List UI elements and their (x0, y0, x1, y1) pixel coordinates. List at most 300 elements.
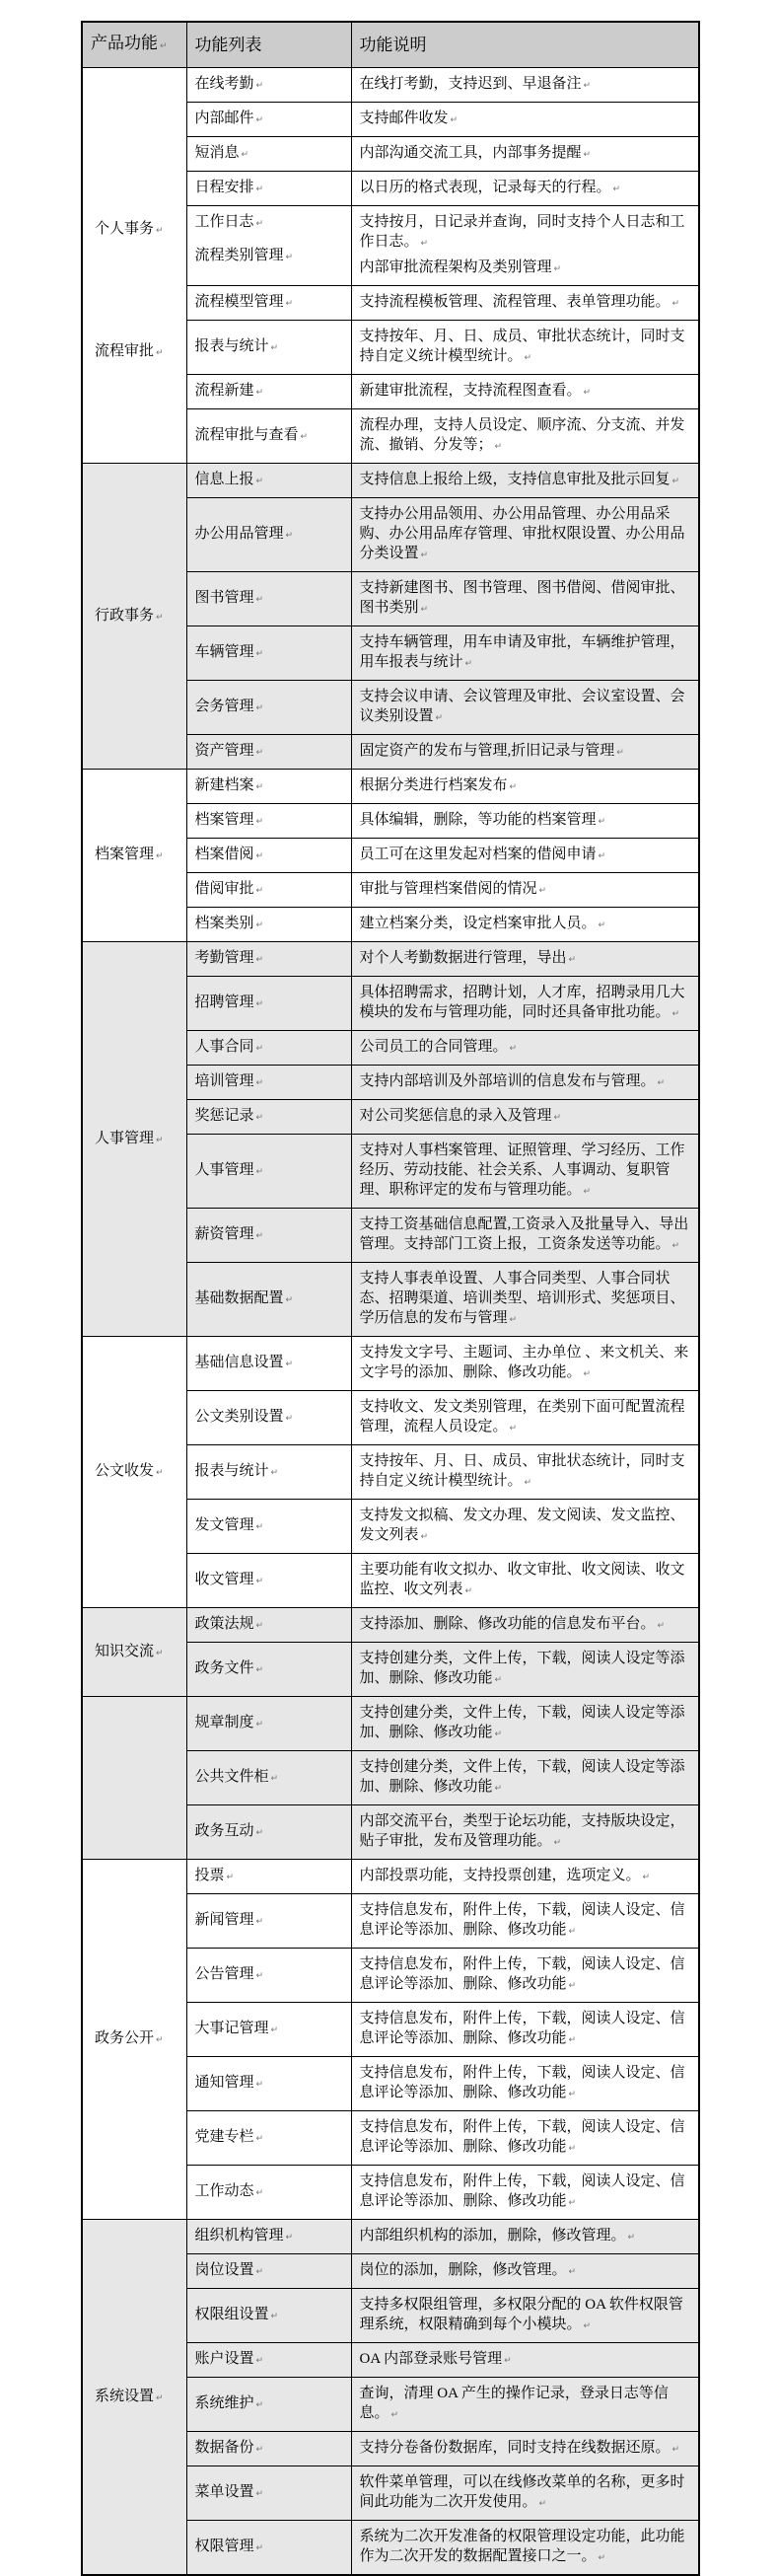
paragraph-mark-icon: ↵ (156, 851, 164, 861)
cell-text-value: 人事合同 (194, 1039, 254, 1055)
paragraph-mark-icon: ↵ (255, 1971, 264, 1981)
feature-cell (186, 286, 351, 321)
cell-text-value: 在线考勤 (194, 76, 254, 92)
paragraph-mark-icon: ↵ (435, 713, 444, 723)
description-cell (351, 409, 699, 464)
paragraph-mark-icon: ↵ (538, 886, 547, 896)
description-cell (351, 1697, 699, 1751)
cell-text-value: 规章制度 (194, 1715, 254, 1730)
category-cell (82, 68, 186, 464)
feature-label (195, 1910, 343, 1932)
description-text (360, 948, 691, 970)
cell-text-value: 内部投票功能，支持投票创建，选项定义。 (359, 1868, 641, 1883)
cell-text-value: 工作日志 (194, 214, 254, 230)
feature-cell (186, 804, 351, 839)
cell-text-value: 报表与统计 (194, 1463, 269, 1479)
description-text (360, 1757, 691, 1799)
cell-text-value: 招聘管理 (194, 994, 254, 1010)
description-cell (351, 103, 699, 137)
paragraph-mark-icon: ↵ (568, 2144, 577, 2154)
cell-text-value: 以日历的格式表现，记录每天的行程。 (359, 180, 611, 195)
cell-text-value: 岗位设置 (194, 2262, 254, 2278)
paragraph-mark-icon: ↵ (583, 81, 592, 91)
paragraph-mark-icon: ↵ (255, 2543, 264, 2553)
feature-cell (186, 2466, 351, 2521)
description-cell (351, 1100, 699, 1135)
feature-cell (186, 1263, 351, 1337)
cell-text-value: 内部组织机构的添加，删除，修改管理。 (359, 2228, 626, 2244)
paragraph-mark-icon: ↵ (509, 1315, 518, 1325)
paragraph-mark-icon: ↵ (255, 1113, 264, 1123)
cell-text-value: 系统为二次开发准备的权限管理设定功能，此功能作为二次开发的数据配置接口之一。 (359, 2529, 685, 2564)
feature-cell (186, 1209, 351, 1263)
cell-text-value: 办公用品管理 (194, 526, 284, 542)
description-text (360, 775, 691, 797)
description-cell (351, 137, 699, 172)
paragraph-mark-icon: ↵ (568, 2267, 577, 2277)
cell-text-value: 会务管理 (194, 699, 254, 714)
feature-cell (186, 2111, 351, 2166)
feature-cell (186, 2521, 351, 2576)
description-cell (351, 2111, 699, 2166)
paragraph-mark-icon: ↵ (420, 239, 429, 249)
feature-cell (186, 942, 351, 977)
description-cell (351, 735, 699, 770)
cell-text-value: 内部交流平台，类型于论坛功能，支持版块设定，贴子审批，发布及管理功能。 (359, 1813, 685, 1849)
cell-text-value: 支持工资基础信息配置,工资录入及批量导入、导出管理。支持部门工资上报，工资条发送等功能。 (359, 1216, 689, 1252)
feature-cell (186, 68, 351, 103)
cell-text-value: 内部审批流程架构及类别管理 (359, 259, 552, 275)
cell-text-value: 短消息 (194, 145, 240, 161)
description-cell (351, 375, 699, 409)
feature-label (195, 2349, 343, 2371)
feature-cell (186, 1554, 351, 1608)
cell-text-value: 支持信息发布，附件上传，下载，阅读人设定、信息评论等添加、删除、修改功能 (359, 1902, 685, 1938)
feature-cell (186, 873, 351, 908)
cell-text-value: 支持流程模板管理、流程管理、表单管理功能。 (359, 294, 671, 310)
paragraph-mark-icon: ↵ (671, 1009, 680, 1019)
feature-label (195, 697, 343, 718)
feature-label (195, 1614, 343, 1636)
feature-label (195, 470, 343, 491)
paragraph-mark-icon: ↵ (285, 1414, 294, 1424)
cell-text-value: 考勤管理 (194, 950, 254, 966)
description-text (360, 810, 691, 832)
description-cell (351, 286, 699, 321)
paragraph-mark-icon: ↵ (285, 2233, 294, 2243)
table-row (82, 1608, 699, 1643)
paragraph-mark-icon: ↵ (255, 782, 264, 792)
description-text (360, 1614, 691, 1636)
table-row (82, 68, 699, 103)
description-cell (351, 1500, 699, 1554)
cell-text-value: 支持信息发布，附件上传，下载，阅读人设定、信息评论等添加、删除、修改功能 (359, 2065, 685, 2100)
feature-cell (186, 1949, 351, 2003)
feature-cell (186, 321, 351, 375)
cell-text-value: 支持信息上报给上级，支持信息审批及批示回复 (359, 472, 671, 487)
category-label (95, 2387, 178, 2408)
cell-text-value: 具体编辑，删除，等功能的档案管理 (359, 812, 597, 828)
paragraph-mark-icon: ↵ (657, 1078, 666, 1088)
cell-text-value: 新建档案 (194, 777, 254, 793)
description-cell (351, 1608, 699, 1643)
feature-label (195, 1106, 343, 1128)
description-text (360, 2226, 691, 2247)
cell-text-value: 新建审批流程，支持流程图查看。 (359, 383, 582, 399)
paragraph-mark-icon: ↵ (598, 851, 606, 861)
paragraph-mark-icon: ↵ (255, 388, 264, 398)
paragraph-mark-icon: ↵ (255, 1577, 264, 1586)
category-cell (82, 2220, 186, 2576)
feature-label (195, 741, 343, 763)
description-cell (351, 2254, 699, 2289)
paragraph-mark-icon: ↵ (255, 1621, 264, 1631)
feature-label (195, 74, 343, 96)
feature-cell (186, 1643, 351, 1697)
paragraph-mark-icon: ↵ (270, 1468, 279, 1478)
cell-text-value: 政务文件 (194, 1660, 254, 1676)
feature-cell (186, 770, 351, 804)
cell-text-value: 新闻管理 (194, 1912, 254, 1928)
description-text (360, 1214, 691, 1256)
category-cell (82, 464, 186, 770)
paragraph-mark-icon: ↵ (156, 1135, 164, 1145)
description-text (360, 632, 691, 674)
feature-cell (186, 2254, 351, 2289)
cell-text-value: 支持对人事档案管理、证照管理、学习经历、工作经历、劳动技能、社会关系、人事调动、复职管理、职称评定的发布与管理功能。 (359, 1142, 685, 1198)
cell-text-value: 支持收文、发文类别管理，在类别下面可配置流程管理，流程人员设定。 (359, 1399, 685, 1435)
feature-cell (186, 137, 351, 172)
feature-cell (186, 1697, 351, 1751)
cell-text-value: 支持人事表单设置、人事合同类型、人事合同状态、招聘渠道、培训类型、培训形式、奖惩项目、学历信息的发布与管理 (359, 1271, 685, 1326)
paragraph-mark-icon: ↵ (285, 253, 294, 262)
cell-text-value: OA 内部登录账号管理 (359, 2351, 503, 2367)
feature-label (195, 524, 343, 546)
cell-text-value: 支持按月，日记录并查询，同时支持个人日志和工作日志。 (359, 214, 685, 250)
cell-text-value: 党建专栏 (194, 2129, 254, 2145)
paragraph-mark-icon: ↵ (598, 920, 606, 930)
paragraph-mark-icon: ↵ (504, 2356, 512, 2366)
description-text (360, 1141, 691, 1202)
feature-label (195, 1570, 343, 1591)
cell-text-value: 档案类别 (194, 916, 254, 931)
cell-text-value: 报表与统计 (194, 338, 269, 354)
feature-cell (186, 498, 351, 572)
description-cell (351, 2003, 699, 2057)
cell-text-value: 查询，清理 OA 产生的操作记录，登录日志等信息。 (359, 2386, 669, 2421)
cell-text-value: 流程类别管理 (194, 248, 284, 263)
description-text (360, 1866, 691, 1887)
feature-label (195, 2181, 343, 2203)
paragraph-mark-icon: ↵ (553, 1113, 562, 1123)
paragraph-mark-icon: ↵ (285, 299, 294, 309)
cell-text-value: 薪资管理 (194, 1226, 254, 1242)
paragraph-mark-icon: ↵ (156, 612, 164, 623)
paragraph-mark-icon: ↵ (241, 150, 249, 160)
cell-text-value: 主要功能有收文拟办、收文审批、收文阅读、收文监控、收文列表 (359, 1562, 685, 1597)
category-cell (82, 1697, 186, 1860)
paragraph-mark-icon: ↵ (270, 343, 279, 353)
table-row (82, 1337, 699, 1391)
table-row (82, 2220, 699, 2254)
description-cell (351, 2432, 699, 2466)
paragraph-mark-icon: ↵ (255, 184, 264, 194)
description-cell (351, 681, 699, 735)
feature-cell (186, 839, 351, 873)
feature-label (195, 2438, 343, 2460)
feature-label (195, 212, 343, 234)
cell-text-value: 支持办公用品领用、办公用品管理、办公用品采购、办公用品库存管理、审批权限设置、办公用品分类设置 (359, 506, 685, 561)
description-text (360, 143, 691, 165)
description-cell (351, 839, 699, 873)
paragraph-mark-icon: ↵ (255, 2080, 264, 2090)
paragraph-mark-icon: ↵ (255, 477, 264, 486)
cell-text-value: 支持信息发布，附件上传，下载，阅读人设定、信息评论等添加、删除、修改功能 (359, 2011, 685, 2046)
description-text (360, 1649, 691, 1690)
paragraph-mark-icon: ↵ (450, 115, 459, 125)
description-cell (351, 1860, 699, 1894)
paragraph-mark-icon: ↵ (255, 1231, 264, 1241)
paragraph-mark-icon: ↵ (270, 1774, 279, 1784)
cell-text-value: 固定资产的发布与管理,折旧记录与管理 (359, 743, 615, 759)
cell-text-value: 工作动态 (194, 2183, 254, 2199)
description-cell (351, 770, 699, 804)
feature-label (195, 845, 343, 866)
description-cell (351, 2378, 699, 2432)
feature-label (195, 588, 343, 610)
cell-text-value: 员工可在这里发起对档案的借阅申请 (359, 846, 597, 862)
feature-label (195, 2393, 343, 2415)
paragraph-mark-icon: ↵ (255, 1044, 264, 1054)
cell-text-value: 公共文件柜 (194, 1769, 269, 1785)
feature-cell (186, 1860, 351, 1894)
description-cell (351, 1135, 699, 1209)
cell-text-value: 日程安排 (194, 180, 254, 195)
feature-cell (186, 1135, 351, 1209)
paragraph-mark-icon: ↵ (255, 2400, 264, 2410)
cell-text-value: 档案借阅 (194, 846, 254, 862)
category-label: 流程审批 ↵ (95, 343, 164, 359)
paragraph-mark-icon: ↵ (156, 2035, 164, 2045)
paragraph-mark-icon: ↵ (156, 226, 164, 236)
cell-text-value: 支持信息发布，附件上传，下载，阅读人设定、信息评论等添加、删除、修改功能 (359, 2119, 685, 2155)
cell-text-value: 流程新建 (194, 383, 254, 399)
description-cell (351, 2289, 699, 2343)
feature-cell (186, 1500, 351, 1554)
paragraph-mark-icon: ↵ (300, 432, 309, 442)
paragraph-mark-icon: ↵ (568, 2198, 577, 2208)
feature-label (195, 1288, 343, 1310)
cell-text-value: 流程模型管理 (194, 294, 284, 310)
feature-cell (186, 464, 351, 498)
feature-cell (186, 1337, 351, 1391)
cell-text-value: 借阅审批 (194, 881, 254, 897)
description-text (360, 2171, 691, 2213)
feature-cell (186, 2003, 351, 2057)
cell-text-value: 支持创建分类，文件上传，下载，阅读人设定等添加、删除、修改功能 (359, 1759, 685, 1795)
paragraph-mark-icon: ↵ (390, 2410, 399, 2420)
feature-label (195, 879, 343, 901)
description-cell (351, 1643, 699, 1697)
description-cell (351, 1894, 699, 1949)
paragraph-mark-icon: ↵ (255, 1828, 264, 1838)
cell-text-value: 支持邮件收发 (359, 110, 449, 126)
cell-text-value: 支持按年、月、日、成员、审批状态统计，同时支持自定义统计模型统计。 (359, 1453, 685, 1489)
feature-label (195, 1407, 343, 1429)
description-text (360, 1703, 691, 1744)
description-cell (351, 977, 699, 1031)
paragraph-mark-icon: ↵ (494, 1784, 503, 1794)
paragraph-mark-icon: ↵ (583, 150, 592, 160)
description-cell (351, 206, 699, 286)
paragraph-mark-icon: ↵ (255, 851, 264, 861)
feature-cell (186, 735, 351, 770)
cell-text-value: 权限管理 (194, 2539, 254, 2554)
description-cell (351, 1949, 699, 2003)
paragraph-mark-icon: ↵ (255, 2445, 264, 2455)
paragraph-mark-icon: ↵ (156, 348, 164, 358)
feature-cell (186, 206, 351, 286)
feature-label (195, 2260, 343, 2282)
header-cell (351, 22, 699, 68)
header-label: 功能说明 (359, 35, 427, 54)
paragraph-mark-icon: ↵ (671, 299, 680, 309)
description-text (360, 983, 691, 1024)
cell-text-value: 信息上报 (194, 472, 254, 487)
paragraph-mark-icon: ↵ (255, 1917, 264, 1927)
cell-text-value: 收文管理 (194, 1572, 254, 1587)
paragraph-mark-icon: ↵ (270, 2312, 279, 2321)
description-text (360, 504, 691, 565)
paragraph-mark-icon: ↵ (464, 1586, 473, 1596)
paragraph-mark-icon: ↵ (598, 2553, 606, 2563)
feature-label (195, 1658, 343, 1680)
description-text (360, 74, 691, 96)
paragraph-mark-icon: ↵ (255, 1078, 264, 1088)
feature-cell (186, 1608, 351, 1643)
paragraph-mark-icon: ↵ (509, 782, 518, 792)
description-text (360, 1954, 691, 1996)
cell-text-value: 政务互动 (194, 1823, 254, 1839)
feature-label (195, 1964, 343, 1986)
category-cell (82, 942, 186, 1337)
cell-text-value: 支持会议申请、会议管理及审批、会议室设置、会议类别设置 (359, 689, 685, 724)
cell-text-value: 账户设置 (194, 2351, 254, 2367)
description-text (360, 2117, 691, 2159)
feature-label (195, 1037, 343, 1059)
paragraph-mark-icon: ↵ (420, 551, 429, 560)
paragraph-mark-icon: ↵ (255, 1665, 264, 1675)
feature-label (195, 246, 343, 267)
description-cell (351, 498, 699, 572)
feature-label (195, 1160, 343, 1182)
features-table (81, 21, 700, 2576)
cell-text-value: 支持多权限组管理，多权限分配的 OA 软件权限管理系统，权限精确到每个小模块。 (359, 2297, 683, 2332)
paragraph-mark-icon: ↵ (255, 817, 264, 827)
category-cell (82, 1337, 186, 1608)
description-text (360, 1343, 691, 1384)
paragraph-mark-icon: ↵ (568, 955, 577, 965)
cell-text-value: 支持信息发布，附件上传，下载，阅读人设定、信息评论等添加、删除、修改功能 (359, 1956, 685, 1992)
header-row (82, 22, 699, 68)
description-cell (351, 1066, 699, 1100)
feature-cell (186, 626, 351, 681)
description-cell (351, 1209, 699, 1263)
description-text (360, 2438, 691, 2460)
paragraph-mark-icon: ↵ (420, 605, 429, 615)
paragraph-mark-icon: ↵ (509, 1044, 518, 1054)
description-text (360, 2009, 691, 2050)
paragraph-mark-icon: ↵ (255, 999, 264, 1009)
feature-label (195, 2073, 343, 2095)
description-text (360, 2472, 691, 2514)
paragraph-mark-icon: ↵ (598, 817, 606, 827)
paragraph-mark-icon: ↵ (657, 1621, 666, 1631)
description-text (360, 1506, 691, 1547)
description-text (360, 109, 691, 130)
paragraph-mark-icon: ↵ (160, 41, 168, 51)
paragraph-mark-icon: ↵ (255, 886, 264, 896)
cell-text-value: 流程审批与查看 (194, 427, 299, 443)
description-cell (351, 2521, 699, 2576)
cell-text-value: 岗位的添加，删除，修改管理。 (359, 2262, 567, 2278)
cell-text-value: 基础信息设置 (194, 1355, 284, 1370)
feature-label (195, 143, 343, 165)
paragraph-mark-icon: ↵ (255, 2267, 264, 2277)
cell-text-value: 培训管理 (194, 1073, 254, 1089)
feature-cell (186, 977, 351, 1031)
description-cell (351, 1031, 699, 1066)
cell-text-value: 图书管理 (194, 590, 254, 606)
feature-label (195, 642, 343, 664)
paragraph-mark-icon: ↵ (255, 2188, 264, 2198)
cell-text-value: 大事记管理 (194, 2021, 269, 2036)
description-text (360, 327, 691, 368)
feature-cell (186, 103, 351, 137)
feature-cell (186, 1445, 351, 1500)
feature-label (195, 2537, 343, 2558)
paragraph-mark-icon: ↵ (642, 1873, 651, 1882)
description-cell (351, 1263, 699, 1337)
cell-text-value: 车辆管理 (194, 644, 254, 660)
cell-text-value: 支持添加、删除、修改功能的信息发布平台。 (359, 1616, 656, 1632)
paragraph-mark-icon: ↵ (156, 2392, 164, 2403)
description-cell (351, 1337, 699, 1391)
description-text (360, 292, 691, 314)
description-text (360, 1037, 691, 1059)
cell-text-value: 数据备份 (194, 2440, 254, 2456)
description-text (360, 1811, 691, 1853)
paragraph-mark-icon: ↵ (255, 2356, 264, 2366)
cell-text-value: 支持发文拟稿、发文办理、发文阅读、发文监控、发文列表 (359, 1508, 685, 1543)
cell-text-value: 支持信息发布，附件上传，下载，阅读人设定、信息评论等添加、删除、修改功能 (359, 2173, 685, 2209)
feature-cell (186, 1031, 351, 1066)
feature-cell (186, 908, 351, 942)
feature-cell (186, 1100, 351, 1135)
feature-label (195, 1461, 343, 1483)
paragraph-mark-icon: ↵ (255, 955, 264, 965)
feature-label (195, 292, 343, 314)
paragraph-mark-icon: ↵ (553, 264, 562, 274)
feature-label (195, 1353, 343, 1374)
paragraph-mark-icon: ↵ (285, 1295, 294, 1305)
description-text (360, 2349, 691, 2371)
cell-text-value: 支持按年、月、日、成员、审批状态统计，同时支持自定义统计模型统计。 (359, 329, 685, 364)
paragraph-mark-icon: ↵ (156, 1648, 164, 1658)
description-text (360, 212, 691, 254)
cell-text-value: 公司员工的合同管理。 (359, 1039, 508, 1055)
description-text (360, 1451, 691, 1493)
